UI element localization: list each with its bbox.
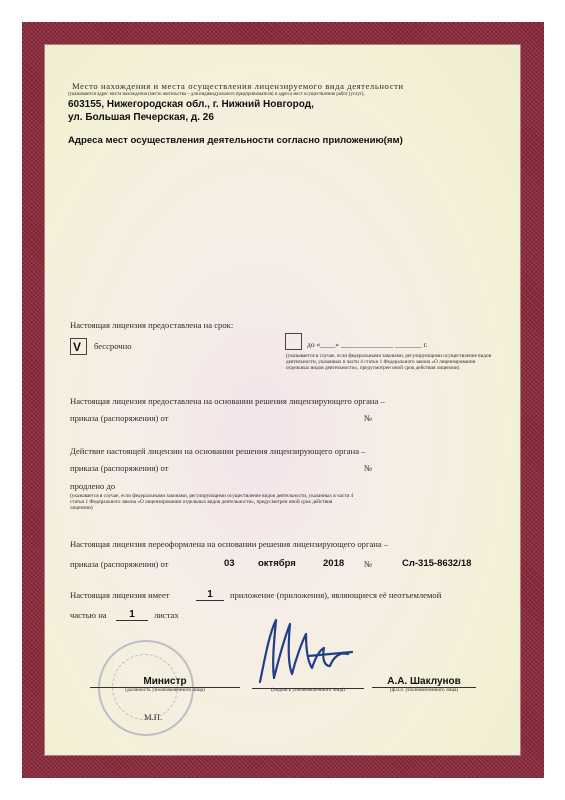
reissue-year: 2018 [323, 558, 345, 569]
term-label: Настоящая лицензия предоставлена на срок: [70, 320, 234, 330]
validity-label: Действие настоящей лицензии на основании решения лицензирующего органа – [70, 446, 366, 456]
address-line1: 603155, Нижегородская обл., г. Нижний Новгород, [68, 99, 314, 110]
appendix-part-before: частью на [70, 610, 107, 620]
appendix-part-after: листах [154, 610, 179, 620]
validity-number-sign: № [364, 463, 373, 473]
place-note: (указываются адрес места нахождения (место жительства – для индивидуального предпринимателя) и адреса мест осуществления работ (услуг), [68, 92, 365, 97]
signer-name: А.А. Шаклунов [372, 676, 476, 688]
appendix-text-before: Настоящая лицензия имеет [70, 590, 170, 600]
signer-name-note: (ф.и.о. уполномоченного лица) [389, 687, 459, 693]
signer-position: Министр [90, 676, 240, 688]
reissue-month: октября [258, 558, 296, 569]
seal-label: М.П. [144, 712, 163, 722]
appendix-count: 1 [196, 589, 224, 601]
place-label: Место нахождения и места осуществления лицензируемого вида деятельности [72, 81, 404, 91]
extended-note: (указывается в случае, если федеральными законами, регулирующими осуществление видов деятельности, указанных в части 4 статьи 1 Федерального закона «О лицензировании отдельных видов деятельности», предусмотрен иной срок действия лицензии) [70, 493, 354, 511]
validity-order-label: приказа (распоряжения) от [70, 463, 169, 473]
addresses-appendix: Адреса мест осуществления деятельности согласно приложению(ям) [68, 135, 403, 146]
reissue-day: 03 [224, 558, 235, 569]
handwritten-signature [248, 612, 358, 690]
appendix-text-after: приложение (приложения), являющиеся её неотъемлемой [230, 590, 442, 600]
granted-number-sign: № [364, 413, 373, 423]
indefinite-label: бессрочно [94, 341, 132, 351]
reissue-number-sign: № [364, 559, 373, 569]
reissue-order-label: приказа (распоряжения) от [70, 559, 169, 569]
until-checkbox [285, 333, 302, 350]
appendix-sheets: 1 [116, 609, 148, 621]
signer-position-note: (должность уполномоченного лица) [125, 687, 205, 693]
extended-label: продлено до [70, 481, 116, 491]
check-mark-icon: V [73, 340, 82, 354]
reissue-label: Настоящая лицензия переоформлена на основании решения лицензирующего органа – [70, 539, 389, 549]
signature-note: (подпись уполномоченного лица) [271, 687, 345, 693]
indefinite-checkbox [70, 338, 87, 355]
granted-order-label: приказа (распоряжения) от [70, 413, 169, 423]
until-label: до «____» ______________ _______ г. [307, 340, 428, 349]
address-line2: ул. Большая Печерская, д. 26 [68, 112, 214, 123]
granted-label: Настоящая лицензия предоставлена на основании решения лицензирующего органа – [70, 396, 385, 406]
reissue-number: Сл-315-8632/18 [402, 558, 472, 569]
until-note: (указывается в случае, если федеральными законами, регулирующими осуществление видов деятельности, указанных в части 4 статьи 1 Федерального закона «О лицензировании отдельных видов деятельности», предусмотрен иной срок действия лицензии) [286, 353, 492, 371]
